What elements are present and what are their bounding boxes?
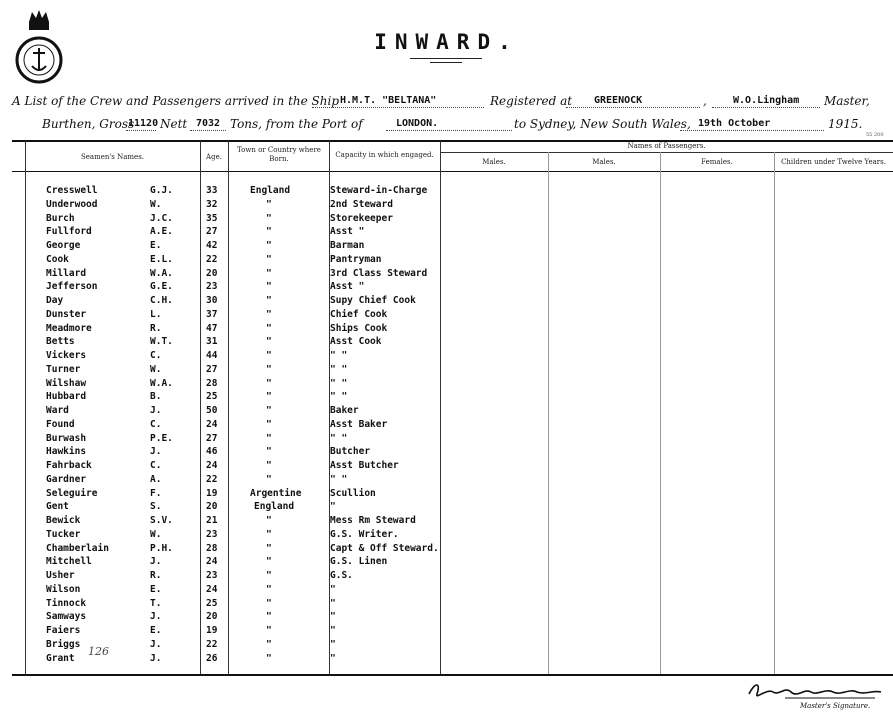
crew-surname: Wilson <box>46 583 81 595</box>
crew-surname: Usher <box>46 570 75 581</box>
list-prefix: A List of the Crew and Passengers arrived in the Ship <box>12 94 339 108</box>
pencil-note: 126 <box>88 645 109 658</box>
crew-surname: Underwood <box>46 198 98 210</box>
crew-surname: Jefferson <box>46 281 98 293</box>
crew-capacity: Asst Butcher <box>330 460 399 471</box>
crew-birthplace: " <box>266 240 272 251</box>
crew-birthplace: " <box>266 198 272 210</box>
crew-initials: E. <box>150 625 162 636</box>
crew-birthplace: " <box>266 212 272 224</box>
crew-birthplace: " <box>266 570 272 581</box>
crew-initials: F. <box>150 487 162 499</box>
crew-capacity: Capt & Off Steward. <box>330 542 439 554</box>
crew-age: 27 <box>206 363 218 375</box>
to-label: to Sydney, New South Wales, <box>514 117 691 131</box>
crew-birthplace: " <box>266 652 272 664</box>
header-capacity: Capacity in which engaged. <box>335 151 434 159</box>
table-row <box>0 543 893 557</box>
crew-surname: Turner <box>46 363 81 375</box>
crew-capacity: " <box>330 611 336 623</box>
crew-capacity: Asst " <box>330 281 365 293</box>
crew-birthplace: " <box>266 418 272 430</box>
crew-initials: J. <box>150 638 162 650</box>
crew-birthplace: " <box>266 432 272 444</box>
table-row <box>0 501 893 515</box>
crew-initials: A.E. <box>150 226 173 238</box>
crew-age: 24 <box>206 460 218 471</box>
table-row <box>0 639 893 653</box>
crew-surname: Betts <box>46 336 75 348</box>
crew-capacity: " <box>330 583 336 595</box>
table-row <box>0 240 893 254</box>
crew-surname: Gardner <box>46 473 87 485</box>
table-row <box>0 405 893 419</box>
crew-age: 24 <box>206 556 218 568</box>
crew-capacity: Storekeeper <box>330 212 393 224</box>
crew-age: 20 <box>206 267 218 279</box>
crew-age: 21 <box>206 515 218 526</box>
crew-capacity: Baker <box>330 405 359 416</box>
crew-capacity: " " <box>330 473 348 485</box>
crew-capacity: Chief Cook <box>330 308 388 320</box>
master-label: Master, <box>824 94 870 108</box>
crew-capacity: G.S. Writer. <box>330 528 399 540</box>
crew-surname: Burch <box>46 212 75 224</box>
crew-capacity: Scullion <box>330 487 376 499</box>
crew-initials: W.A. <box>150 267 173 279</box>
table-row <box>0 226 893 240</box>
crew-initials: C. <box>150 418 162 430</box>
table-row <box>0 598 893 612</box>
crew-surname: Faiers <box>46 625 81 636</box>
crew-capacity: 2nd Steward <box>330 198 393 210</box>
crew-birthplace: " <box>266 611 272 623</box>
crew-age: 24 <box>206 418 218 430</box>
crew-initials: G.E. <box>150 281 173 293</box>
table-row <box>0 625 893 639</box>
crew-initials: S. <box>150 501 162 513</box>
crew-age: 22 <box>206 638 218 650</box>
table-row <box>0 611 893 625</box>
crew-age: 20 <box>206 501 218 513</box>
crew-surname: Gent <box>46 501 69 513</box>
crew-age: 25 <box>206 597 218 609</box>
crew-age: 28 <box>206 542 218 554</box>
table-row <box>0 378 893 392</box>
table-row <box>0 391 893 405</box>
crew-initials: W. <box>150 363 162 375</box>
crew-surname: Samways <box>46 611 87 623</box>
crew-birthplace: " <box>266 515 272 526</box>
crew-birthplace: " <box>266 377 272 389</box>
crew-birthplace: " <box>266 350 272 361</box>
registered-label: Registered at <box>490 94 573 108</box>
crew-capacity: " <box>330 501 336 513</box>
crew-capacity: " <box>330 597 336 609</box>
header-males-1: Males. <box>482 158 506 166</box>
crew-capacity: " " <box>330 391 348 403</box>
crew-surname: Meadmore <box>46 322 92 334</box>
crew-birthplace: " <box>266 308 272 320</box>
crew-initials: P.E. <box>150 432 173 444</box>
master-name: W.O.Lingham <box>733 95 800 106</box>
crew-capacity: Supy Chief Cook <box>330 295 416 306</box>
nett-tonnage: 7032 <box>196 118 221 129</box>
table-row <box>0 570 893 584</box>
crew-age: 32 <box>206 198 218 210</box>
crew-surname: Grant <box>46 652 75 664</box>
crew-age: 19 <box>206 487 218 499</box>
crew-birthplace: " <box>266 363 272 375</box>
crew-capacity: 3rd Class Steward <box>330 267 428 279</box>
crew-initials: B. <box>150 391 162 403</box>
crew-birthplace: " <box>266 528 272 540</box>
crew-age: 22 <box>206 473 218 485</box>
crew-age: 26 <box>206 652 218 664</box>
crew-initials: E. <box>150 583 162 595</box>
crew-age: 22 <box>206 253 218 265</box>
crew-capacity: Pantryman <box>330 253 382 265</box>
table-row <box>0 433 893 447</box>
burthen-label: Burthen, Gross <box>42 117 135 131</box>
crew-age: 25 <box>206 391 218 403</box>
crew-initials: R. <box>150 322 162 334</box>
crew-initials: E.L. <box>150 253 173 265</box>
crew-surname: Tinnock <box>46 597 87 609</box>
crew-capacity: Asst Baker <box>330 418 388 430</box>
crew-birthplace: England <box>250 185 291 196</box>
crew-initials: C. <box>150 460 162 471</box>
crew-birthplace: " <box>266 583 272 595</box>
registered-port: GREENOCK <box>594 95 643 106</box>
table-row <box>0 474 893 488</box>
crew-age: 23 <box>206 570 218 581</box>
crew-initials: G.J. <box>150 185 173 196</box>
passenger-subheader-rule <box>440 152 893 153</box>
crew-surname: Dunster <box>46 308 87 320</box>
title-rule <box>430 62 462 63</box>
header-children: Children under Twelve Years. <box>781 158 886 166</box>
crew-surname: Briggs <box>46 638 81 650</box>
table-row <box>0 584 893 598</box>
crew-surname: Bewick <box>46 515 81 526</box>
crew-initials: W.T. <box>150 336 173 348</box>
crew-surname: Hawkins <box>46 446 87 458</box>
crew-age: 44 <box>206 350 218 361</box>
crew-surname: Cook <box>46 253 69 265</box>
crew-capacity: " " <box>330 363 348 375</box>
title-rule <box>410 58 482 59</box>
table-row <box>0 350 893 364</box>
crew-surname: Vickers <box>46 350 87 361</box>
header-age: Age. <box>206 153 222 161</box>
document-title: INWARD. <box>374 30 519 54</box>
crew-surname: George <box>46 240 81 251</box>
crew-age: 23 <box>206 528 218 540</box>
crew-surname: Tucker <box>46 528 81 540</box>
crew-age: 47 <box>206 322 218 334</box>
crew-birthplace: England <box>254 501 295 513</box>
crew-age: 20 <box>206 611 218 623</box>
crew-capacity: Mess Rm Steward <box>330 515 416 526</box>
crew-age: 24 <box>206 583 218 595</box>
arrival-date: 19th October <box>698 118 771 129</box>
crew-birthplace: Argentine <box>250 487 302 499</box>
crew-surname: Cresswell <box>46 185 98 196</box>
header-town: Town or Country where Born. <box>237 146 321 163</box>
crew-birthplace: " <box>266 226 272 238</box>
crew-surname: Fullford <box>46 226 92 238</box>
crew-birthplace: " <box>266 405 272 416</box>
header-females: Females. <box>701 158 733 166</box>
crew-birthplace: " <box>266 446 272 458</box>
table-row <box>0 364 893 378</box>
crew-capacity: Ships Cook <box>330 322 388 334</box>
table-row <box>0 323 893 337</box>
gross-tonnage: 11120 <box>128 118 159 129</box>
crew-surname: Chamberlain <box>46 542 109 554</box>
crew-initials: C. <box>150 350 162 361</box>
crew-surname: Day <box>46 295 64 306</box>
crew-age: 33 <box>206 185 218 196</box>
master-signature <box>745 680 885 702</box>
table-row <box>0 419 893 433</box>
crew-surname: Ward <box>46 405 69 416</box>
crew-capacity: " <box>330 625 336 636</box>
crew-age: 30 <box>206 295 218 306</box>
table-row <box>0 281 893 295</box>
crew-initials: J. <box>150 556 162 568</box>
crew-age: 37 <box>206 308 218 320</box>
table-row <box>0 336 893 350</box>
crew-birthplace: " <box>266 253 272 265</box>
nett-label: Nett <box>160 117 188 131</box>
table-row <box>0 185 893 199</box>
crew-surname: Fahrback <box>46 460 92 471</box>
crew-birthplace: " <box>266 295 272 306</box>
crew-age: 19 <box>206 625 218 636</box>
crew-capacity: Steward-in-Charge <box>330 185 428 196</box>
crew-age: 27 <box>206 226 218 238</box>
table-row <box>0 529 893 543</box>
crew-initials: J. <box>150 405 162 416</box>
tons-label: Tons, from the Port of <box>230 117 363 131</box>
crew-surname: Millard <box>46 267 87 279</box>
crew-birthplace: " <box>266 597 272 609</box>
table-row <box>0 653 893 667</box>
table-row <box>0 213 893 227</box>
crew-birthplace: " <box>266 267 272 279</box>
crew-capacity: Asst " <box>330 226 365 238</box>
header-passengers: Names of Passengers. <box>627 142 706 150</box>
table-row <box>0 199 893 213</box>
crew-capacity: " " <box>330 350 348 361</box>
table-row <box>0 515 893 529</box>
ship-name: H.M.T. "BELTANA" <box>340 95 437 106</box>
crew-birthplace: " <box>266 542 272 554</box>
crew-surname: Hubbard <box>46 391 87 403</box>
crew-initials: W.A. <box>150 377 173 389</box>
crew-surname: Wilshaw <box>46 377 87 389</box>
crew-capacity: Asst Cook <box>330 336 382 348</box>
crew-initials: S.V. <box>150 515 173 526</box>
crew-capacity: " <box>330 638 336 650</box>
crew-initials: W. <box>150 528 162 540</box>
crew-initials: W. <box>150 198 162 210</box>
crew-initials: P.H. <box>150 542 173 554</box>
table-row <box>0 488 893 502</box>
crew-initials: R. <box>150 570 162 581</box>
crew-age: 46 <box>206 446 218 458</box>
crew-initials: J.C. <box>150 212 173 224</box>
crew-surname: Found <box>46 418 75 430</box>
crew-age: 31 <box>206 336 218 348</box>
crew-age: 50 <box>206 405 218 416</box>
crew-surname: Seleguire <box>46 487 98 499</box>
crew-initials: T. <box>150 597 162 609</box>
header-seamen-names: Seamen's Names. <box>80 153 145 161</box>
crew-surname: Mitchell <box>46 556 92 568</box>
table-row <box>0 254 893 268</box>
crew-birthplace: " <box>266 625 272 636</box>
crew-birthplace: " <box>266 281 272 293</box>
crew-age: 35 <box>206 212 218 224</box>
crew-capacity: " " <box>330 432 348 444</box>
crew-initials: C.H. <box>150 295 173 306</box>
crew-capacity: " " <box>330 377 348 389</box>
crew-age: 42 <box>206 240 218 251</box>
table-row <box>0 460 893 474</box>
header-males-2: Males. <box>592 158 616 166</box>
table-row <box>0 268 893 282</box>
crew-age: 23 <box>206 281 218 293</box>
table-row <box>0 556 893 570</box>
crew-age: 28 <box>206 377 218 389</box>
crew-initials: L. <box>150 308 162 320</box>
crew-birthplace: " <box>266 473 272 485</box>
table-header-rule <box>12 171 893 172</box>
crew-birthplace: " <box>266 556 272 568</box>
table-bottom-rule <box>12 674 893 676</box>
signature-caption: Master's Signature. <box>800 702 871 710</box>
crew-birthplace: " <box>266 391 272 403</box>
form-code: 55 200 <box>866 132 884 138</box>
crew-initials: A. <box>150 473 162 485</box>
from-port: LONDON. <box>396 118 439 129</box>
crew-initials: J. <box>150 446 162 458</box>
crew-capacity: " <box>330 652 336 664</box>
crew-birthplace: " <box>266 336 272 348</box>
table-row <box>0 309 893 323</box>
arrival-year: 1915. <box>828 117 863 131</box>
table-row <box>0 446 893 460</box>
crew-surname: Burwash <box>46 432 87 444</box>
table-row <box>0 295 893 309</box>
crew-capacity: Butcher <box>330 446 371 458</box>
crew-initials: E. <box>150 240 162 251</box>
crew-birthplace: " <box>266 460 272 471</box>
crew-age: 27 <box>206 432 218 444</box>
crew-birthplace: " <box>266 638 272 650</box>
crew-initials: J. <box>150 611 162 623</box>
crew-initials: J. <box>150 652 162 664</box>
crew-capacity: Barman <box>330 240 365 251</box>
crew-capacity: G.S. Linen <box>330 556 388 568</box>
crew-capacity: G.S. <box>330 570 353 581</box>
crew-birthplace: " <box>266 322 272 334</box>
